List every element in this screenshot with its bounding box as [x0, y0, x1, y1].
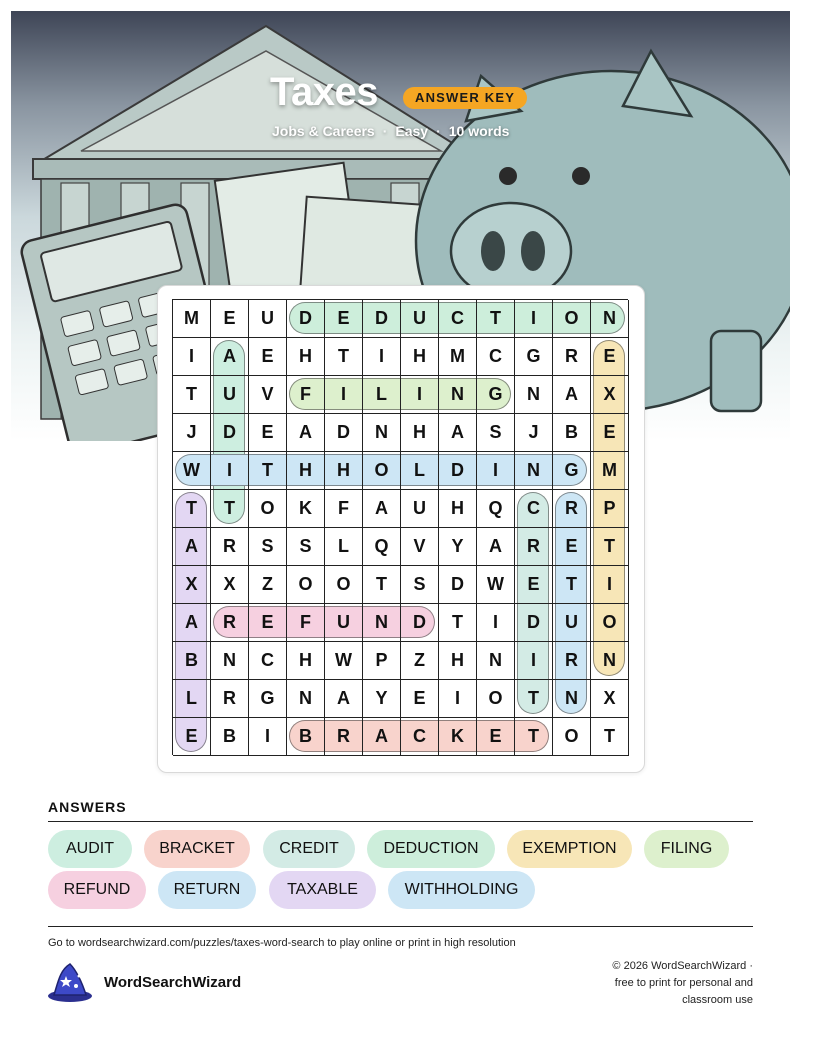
grid-cell: B: [173, 642, 211, 680]
grid-cell: P: [363, 642, 401, 680]
grid-cell: U: [401, 490, 439, 528]
grid-cell: U: [553, 604, 591, 642]
grid-cell: R: [553, 338, 591, 376]
grid-cell: Z: [401, 642, 439, 680]
grid-cell: T: [211, 490, 249, 528]
grid-cell: I: [211, 452, 249, 490]
grid-cell: V: [401, 528, 439, 566]
grid-cell: H: [401, 414, 439, 452]
grid-cell: Q: [363, 528, 401, 566]
grid-cell: D: [363, 300, 401, 338]
answer-chip: RETURN: [158, 871, 256, 909]
grid-cell: T: [363, 566, 401, 604]
grid-cell: B: [553, 414, 591, 452]
grid-cell: Z: [249, 566, 287, 604]
grid-cell: R: [211, 680, 249, 718]
grid-cell: H: [325, 452, 363, 490]
grid-cell: I: [401, 376, 439, 414]
grid-cell: C: [477, 338, 515, 376]
grid-cell: T: [515, 718, 553, 756]
grid-cell: L: [173, 680, 211, 718]
answers-heading: ANSWERS: [48, 799, 127, 815]
grid-cell: M: [591, 452, 629, 490]
grid-cell: N: [363, 604, 401, 642]
grid-cell: T: [439, 604, 477, 642]
grid-cell: I: [477, 604, 515, 642]
grid-cell: N: [591, 300, 629, 338]
grid-cell: L: [363, 376, 401, 414]
grid-cell: N: [515, 452, 553, 490]
grid-cell: T: [591, 718, 629, 756]
answer-key-badge: ANSWER KEY: [403, 87, 527, 109]
answer-chip: FILING: [644, 830, 729, 868]
letter-grid: [172, 299, 628, 755]
grid-cell: E: [477, 718, 515, 756]
grid-cell: W: [325, 642, 363, 680]
grid-cell: A: [477, 528, 515, 566]
grid-cell: S: [401, 566, 439, 604]
grid-cell: A: [439, 414, 477, 452]
grid-cell: S: [249, 528, 287, 566]
category-label: Jobs & Careers: [272, 123, 375, 139]
grid-cell: N: [363, 414, 401, 452]
grid-cell: D: [439, 452, 477, 490]
grid-cell: T: [173, 490, 211, 528]
grid-cell: R: [325, 718, 363, 756]
grid-cell: N: [515, 376, 553, 414]
grid-cell: H: [439, 490, 477, 528]
grid-cell: U: [211, 376, 249, 414]
answer-chip: DEDUCTION: [367, 830, 495, 868]
grid-cell: E: [325, 300, 363, 338]
grid-cell: E: [249, 338, 287, 376]
grid-cell: O: [249, 490, 287, 528]
grid-cell: X: [173, 566, 211, 604]
grid-cell: D: [287, 300, 325, 338]
grid-cell: M: [439, 338, 477, 376]
grid-cell: A: [363, 490, 401, 528]
grid-cell: H: [287, 338, 325, 376]
answer-chip: REFUND: [48, 871, 146, 909]
grid-cell: H: [401, 338, 439, 376]
grid-cell: L: [325, 528, 363, 566]
grid-cell: R: [553, 490, 591, 528]
grid-cell: J: [515, 414, 553, 452]
answer-chip: BRACKET: [144, 830, 250, 868]
footer-divider: [48, 926, 753, 927]
grid-cell: S: [477, 414, 515, 452]
grid-cell: S: [287, 528, 325, 566]
grid-cell: P: [591, 490, 629, 528]
copyright-line: classroom use: [682, 994, 753, 1006]
grid-cell: A: [211, 338, 249, 376]
grid-cell: D: [211, 414, 249, 452]
grid-cell: T: [591, 528, 629, 566]
grid-cell: E: [401, 680, 439, 718]
grid-cell: H: [287, 642, 325, 680]
grid-cell: L: [401, 452, 439, 490]
grid-cell: F: [287, 376, 325, 414]
page-title: Taxes: [270, 70, 378, 114]
grid-cell: C: [401, 718, 439, 756]
grid-cell: E: [249, 604, 287, 642]
grid-cell: E: [553, 528, 591, 566]
grid-cell: D: [401, 604, 439, 642]
grid-cell: R: [211, 604, 249, 642]
brand-name[interactable]: WordSearchWizard: [104, 974, 242, 991]
grid-cell: E: [591, 414, 629, 452]
copyright-line: free to print for personal and: [614, 977, 753, 989]
grid-cell: O: [553, 718, 591, 756]
grid-cell: E: [249, 414, 287, 452]
grid-cell: G: [553, 452, 591, 490]
word-count-label: 10 words: [448, 123, 510, 139]
grid-cell: A: [173, 604, 211, 642]
grid-cell: N: [211, 642, 249, 680]
answer-chip: TAXABLE: [269, 871, 376, 909]
grid-cell: O: [477, 680, 515, 718]
grid-cell: N: [477, 642, 515, 680]
grid-cell: I: [173, 338, 211, 376]
footer-link-text[interactable]: Go to wordsearchwizard.com/puzzles/taxes-word-search to play online or print in high resolution: [48, 937, 516, 949]
grid-cell: T: [249, 452, 287, 490]
grid-cell: N: [591, 642, 629, 680]
grid-cell: I: [477, 452, 515, 490]
grid-cell: U: [249, 300, 287, 338]
grid-cell: G: [515, 338, 553, 376]
grid-cell: I: [515, 642, 553, 680]
puzzle-meta: [272, 123, 509, 139]
grid-cell: X: [591, 376, 629, 414]
grid-cell: T: [553, 566, 591, 604]
title-row: [0, 70, 816, 120]
answer-chip: AUDIT: [48, 830, 132, 868]
answers-divider: [48, 821, 753, 822]
grid-cell: A: [287, 414, 325, 452]
grid-cell: O: [363, 452, 401, 490]
grid-cell: O: [553, 300, 591, 338]
grid-cell: E: [173, 718, 211, 756]
grid-cell: T: [173, 376, 211, 414]
grid-cell: Q: [477, 490, 515, 528]
grid-cell: A: [325, 680, 363, 718]
separator-dot: ·: [382, 123, 388, 139]
grid-cell: N: [439, 376, 477, 414]
grid-cell: W: [477, 566, 515, 604]
grid-cell: X: [211, 566, 249, 604]
grid-cell: E: [211, 300, 249, 338]
grid-cell: G: [249, 680, 287, 718]
grid-cell: X: [591, 680, 629, 718]
grid-cell: E: [515, 566, 553, 604]
grid-cell: I: [363, 338, 401, 376]
grid-cell: A: [173, 528, 211, 566]
grid-cell: C: [439, 300, 477, 338]
grid-cell: I: [515, 300, 553, 338]
grid-cell: A: [553, 376, 591, 414]
grid-cell: T: [477, 300, 515, 338]
grid-cell: A: [363, 718, 401, 756]
grid-cell: C: [249, 642, 287, 680]
grid-cell: T: [515, 680, 553, 718]
grid-cell: I: [591, 566, 629, 604]
copyright-notice: [583, 958, 753, 1009]
grid-cell: T: [325, 338, 363, 376]
grid-cell: D: [515, 604, 553, 642]
grid-cell: H: [287, 452, 325, 490]
word-grid-wrapper: [172, 299, 628, 755]
grid-cell: U: [401, 300, 439, 338]
separator-dot: ·: [436, 123, 441, 139]
copyright-line: © 2026 WordSearchWizard ·: [612, 960, 753, 972]
grid-cell: O: [325, 566, 363, 604]
grid-cell: Y: [439, 528, 477, 566]
answer-chip: CREDIT: [263, 830, 355, 868]
answer-chip: WITHHOLDING: [388, 871, 535, 909]
wizard-hat-icon: [46, 962, 94, 1009]
grid-cell: O: [287, 566, 325, 604]
grid-cell: I: [325, 376, 363, 414]
grid-cell: K: [287, 490, 325, 528]
grid-cell: R: [553, 642, 591, 680]
grid-cell: H: [439, 642, 477, 680]
grid-cell: W: [173, 452, 211, 490]
grid-cell: N: [553, 680, 591, 718]
grid-cell: D: [325, 414, 363, 452]
grid-cell: B: [287, 718, 325, 756]
grid-cell: G: [477, 376, 515, 414]
grid-cell: F: [287, 604, 325, 642]
grid-cell: M: [173, 300, 211, 338]
difficulty-label: Easy: [395, 123, 429, 139]
grid-cell: R: [515, 528, 553, 566]
grid-cell: F: [325, 490, 363, 528]
grid-cell: V: [249, 376, 287, 414]
grid-cell: N: [287, 680, 325, 718]
grid-cell: C: [515, 490, 553, 528]
grid-cell: U: [325, 604, 363, 642]
grid-cell: K: [439, 718, 477, 756]
grid-cell: B: [211, 718, 249, 756]
grid-cell: I: [249, 718, 287, 756]
grid-cell: D: [439, 566, 477, 604]
grid-cell: I: [439, 680, 477, 718]
grid-cell: R: [211, 528, 249, 566]
grid-cell: O: [591, 604, 629, 642]
grid-cell: Y: [363, 680, 401, 718]
grid-cell: E: [591, 338, 629, 376]
answer-chip: EXEMPTION: [507, 830, 632, 868]
grid-cell: J: [173, 414, 211, 452]
